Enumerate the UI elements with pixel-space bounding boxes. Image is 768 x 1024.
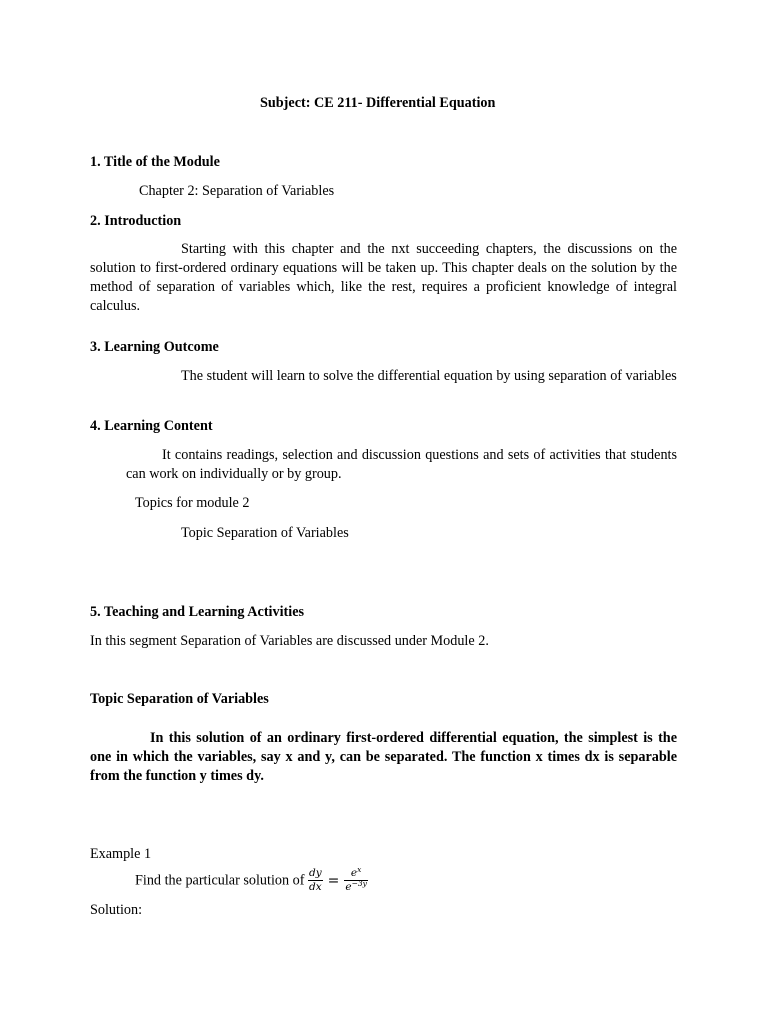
lhs-fraction [308, 867, 323, 894]
lhs-denominator: dx [308, 881, 322, 894]
example-label: Example 1 [90, 846, 152, 862]
rhs-denominator [344, 881, 368, 894]
topic-list-item: Topic Separation of Variables [181, 525, 349, 541]
section-1-heading: 1. Title of the Module [90, 154, 220, 170]
rhs-denominator-exponent: −3y [351, 879, 367, 889]
introduction-paragraph: Starting with this chapter and the nxt succeeding chapters, the discussions on the solution to first-ordered ordinary equations will be taken up. This chapter deals on the solution by the method of separation of variables which, like the rest, requires a proficient knowledge of integral calculus. [90, 241, 677, 314]
learning-outcome-text: The student will learn to solve the differential equation by using separation of variables [181, 368, 677, 384]
subject-title: Subject: CE 211- Differential Equation [260, 95, 496, 111]
section-3-heading: 3. Learning Outcome [90, 339, 219, 355]
topics-label: Topics for module 2 [135, 495, 250, 511]
section-5-heading: 5. Teaching and Learning Activities [90, 604, 305, 620]
topic-heading: Topic Separation of Variables [90, 691, 269, 707]
lhs-numerator: dy [308, 867, 322, 880]
rhs-numerator-base: e [350, 867, 358, 880]
equals-sign: = [327, 872, 340, 889]
rhs-fraction [344, 867, 368, 894]
module-title: Chapter 2: Separation of Variables [139, 183, 335, 199]
rhs-numerator-exponent: x [357, 865, 362, 875]
example-prompt-text: Find the particular solution of [135, 872, 305, 889]
rhs-denominator-base: e [345, 881, 352, 894]
activities-text: In this segment Separation of Variables are discussed under Module 2. [90, 633, 489, 649]
equation [308, 867, 368, 894]
section-2-heading: 2. Introduction [90, 213, 182, 229]
learning-content-text: It contains readings, selection and discussion questions and sets of activities that students can work on individually or by group. [126, 447, 677, 482]
topic-paragraph: In this solution of an ordinary first-ordered differential equation, the simplest is the one in which the variables, say x and y, can be separated. The function x times dx is separable from the function y times dy. [90, 730, 677, 784]
solution-label: Solution: [90, 902, 143, 918]
example-prompt [135, 861, 368, 899]
section-4-heading: 4. Learning Content [90, 418, 213, 434]
